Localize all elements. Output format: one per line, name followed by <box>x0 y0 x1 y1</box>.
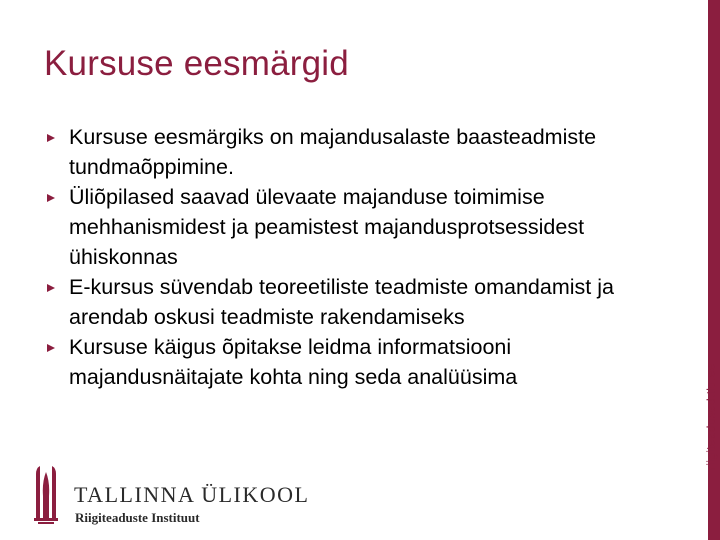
triangle-bullet-icon <box>46 283 56 293</box>
triangle-bullet-icon <box>46 133 56 143</box>
bullet-item <box>44 332 684 392</box>
bullet-item <box>44 182 684 272</box>
university-logo <box>28 462 310 532</box>
university-emblem-icon <box>28 462 64 526</box>
bullet-text: Kursuse eesmärgiks on majandusalaste baasteadmiste tundmaõppimine. <box>69 125 597 179</box>
triangle-bullet-icon <box>46 193 56 203</box>
side-url: riigiteadused.tlu.ee <box>704 363 718 470</box>
slide-title: Kursuse eesmärgid <box>44 44 349 83</box>
bullet-list <box>44 122 684 392</box>
bullet-text: Kursuse käigus õpitakse leidma informatsiooni majandusnäitajate kohta ning seda analüüsima <box>69 335 518 389</box>
bullet-text: E-kursus süvendab teoreetiliste teadmiste omandamist ja arendab oskusi teadmiste rakendamiseks <box>69 275 614 329</box>
triangle-bullet-icon <box>46 343 56 353</box>
bullet-text: Üliõpilased saavad ülevaate majanduse toimimise mehhanismidest ja peamistest majandusprotsessidest ühiskonnas <box>69 185 585 269</box>
university-name: TALLINNA ÜLIKOOL <box>74 482 310 507</box>
bullet-item <box>44 272 684 332</box>
bullet-item <box>44 122 684 182</box>
institute-name: Riigiteaduste Instituut <box>75 510 200 525</box>
